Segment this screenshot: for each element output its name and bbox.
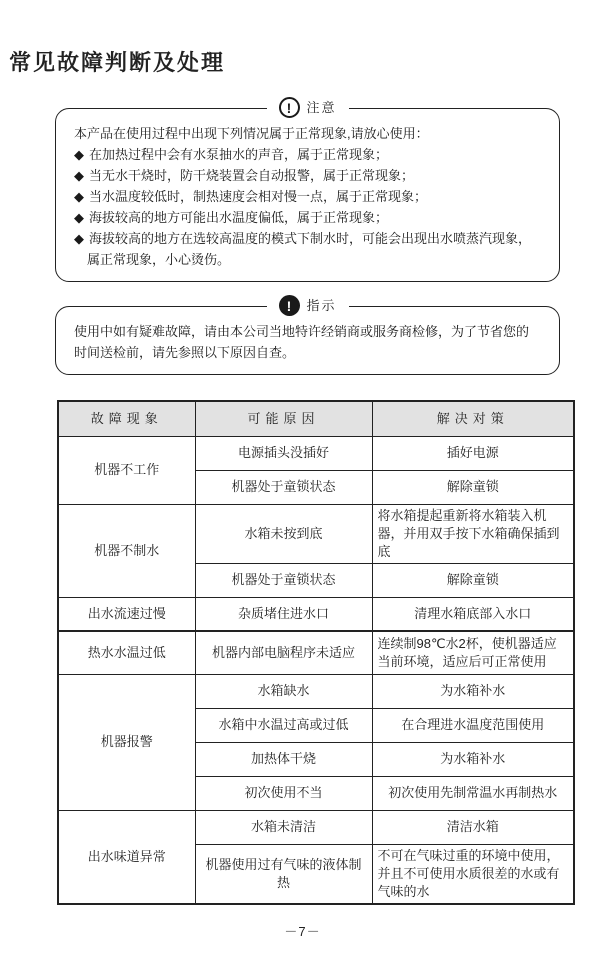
- cause-cell: 水箱未按到底: [195, 504, 372, 563]
- solution-cell: 连续制98℃水2杯，使机器适应当前环境，适应后可正常使用: [372, 631, 574, 674]
- cause-cell: 加热体干烧: [195, 742, 372, 776]
- exclamation-circle-outline-icon: !: [278, 97, 299, 118]
- cause-cell: 电源插头没插好: [195, 436, 372, 470]
- page-title: 常见故障判断及处理: [9, 50, 226, 75]
- table-row: [58, 810, 574, 844]
- diamond-bullet-icon: ◆: [74, 189, 84, 204]
- table-row: [58, 674, 574, 708]
- cause-cell: 初次使用不当: [195, 776, 372, 810]
- fault-cell: 热水水温过低: [58, 631, 195, 674]
- cause-cell: 水箱缺水: [195, 674, 372, 708]
- diamond-bullet-icon: ◆: [74, 168, 84, 183]
- cause-cell: 水箱中水温过高或过低: [195, 708, 372, 742]
- notice-bullet: [74, 228, 541, 270]
- diamond-bullet-icon: ◆: [74, 147, 84, 162]
- cause-cell: 机器使用过有气味的液体制热: [195, 844, 372, 904]
- notice-bullet-text: 当无水干烧时，防干烧装置会自动报警，属于正常现象；: [89, 168, 415, 183]
- notice-label: 注意: [306, 100, 337, 115]
- solution-cell: 初次使用先制常温水再制热水: [372, 776, 574, 810]
- header-cause: 可能原因: [195, 401, 372, 436]
- notice-bullet-text: 在加热过程中会有水泵抽水的声音，属于正常现象；: [89, 147, 389, 162]
- fault-cell: 出水味道异常: [58, 810, 195, 904]
- solution-cell: 清理水箱底部入水口: [372, 597, 574, 631]
- instruction-legend: [266, 295, 348, 316]
- notice-intro: 本产品在使用过程中出现下列情况属于正常现象,请放心使用：: [74, 126, 429, 141]
- instruction-box: [55, 297, 560, 375]
- notice-bullet: [74, 165, 541, 186]
- diamond-bullet-icon: ◆: [74, 210, 84, 225]
- cause-cell: 水箱未清洁: [195, 810, 372, 844]
- instruction-label: 指示: [306, 298, 337, 313]
- cause-cell: 机器处于童锁状态: [195, 470, 372, 504]
- header-solution: 解决对策: [372, 401, 574, 436]
- notice-bullet: [74, 144, 541, 165]
- notice-bullet-text: 当水温度较低时，制热速度会相对慢一点，属于正常现象；: [89, 189, 428, 204]
- table-row: [58, 504, 574, 563]
- solution-cell: 将水箱提起重新将水箱装入机器，并用双手按下水箱确保插到底: [372, 504, 574, 563]
- notice-bullet: [74, 207, 541, 228]
- table-row: [58, 436, 574, 470]
- fault-cell: 机器不制水: [58, 504, 195, 597]
- solution-cell: 插好电源: [372, 436, 574, 470]
- fault-cell: 机器不工作: [58, 436, 195, 504]
- fault-cell: 出水流速过慢: [58, 597, 195, 631]
- cause-cell: 杂质堵住进水口: [195, 597, 372, 631]
- solution-cell: 解除童锁: [372, 563, 574, 597]
- fault-table: [57, 400, 575, 905]
- cause-cell: 机器内部电脑程序未适应: [195, 631, 372, 674]
- table-row: [58, 631, 574, 674]
- solution-cell: 在合理进水温度范围使用: [372, 708, 574, 742]
- solution-cell: 解除童锁: [372, 470, 574, 504]
- notice-bullet-text: 海拔较高的地方在选较高温度的模式下制水时，可能会出现出水喷蒸汽现象，属正常现象，小心烫伤。: [87, 231, 532, 267]
- table-header-row: [58, 401, 574, 436]
- solution-cell: 不可在气味过重的环境中使用，并且不可使用水质很差的水或有气味的水: [372, 844, 574, 904]
- diamond-bullet-icon: ◆: [74, 231, 84, 246]
- notice-bullet-text: 海拔较高的地方可能出水温度偏低，属于正常现象；: [89, 210, 389, 225]
- page-number: －7－: [284, 923, 321, 939]
- instruction-text: 使用中如有疑难故障，请由本公司当地特许经销商或服务商检修，为了节省您的时间送检前，请先参照以下原因自查。: [74, 324, 530, 360]
- fault-cell: 机器报警: [58, 674, 195, 810]
- notice-legend: [266, 97, 348, 118]
- exclamation-circle-filled-icon: !: [278, 295, 299, 316]
- solution-cell: 为水箱补水: [372, 742, 574, 776]
- solution-cell: 清洁水箱: [372, 810, 574, 844]
- solution-cell: 为水箱补水: [372, 674, 574, 708]
- notice-box: [55, 99, 560, 282]
- table-row: [58, 597, 574, 631]
- notice-bullet: [74, 186, 541, 207]
- cause-cell: 机器处于童锁状态: [195, 563, 372, 597]
- header-fault: 故障现象: [58, 401, 195, 436]
